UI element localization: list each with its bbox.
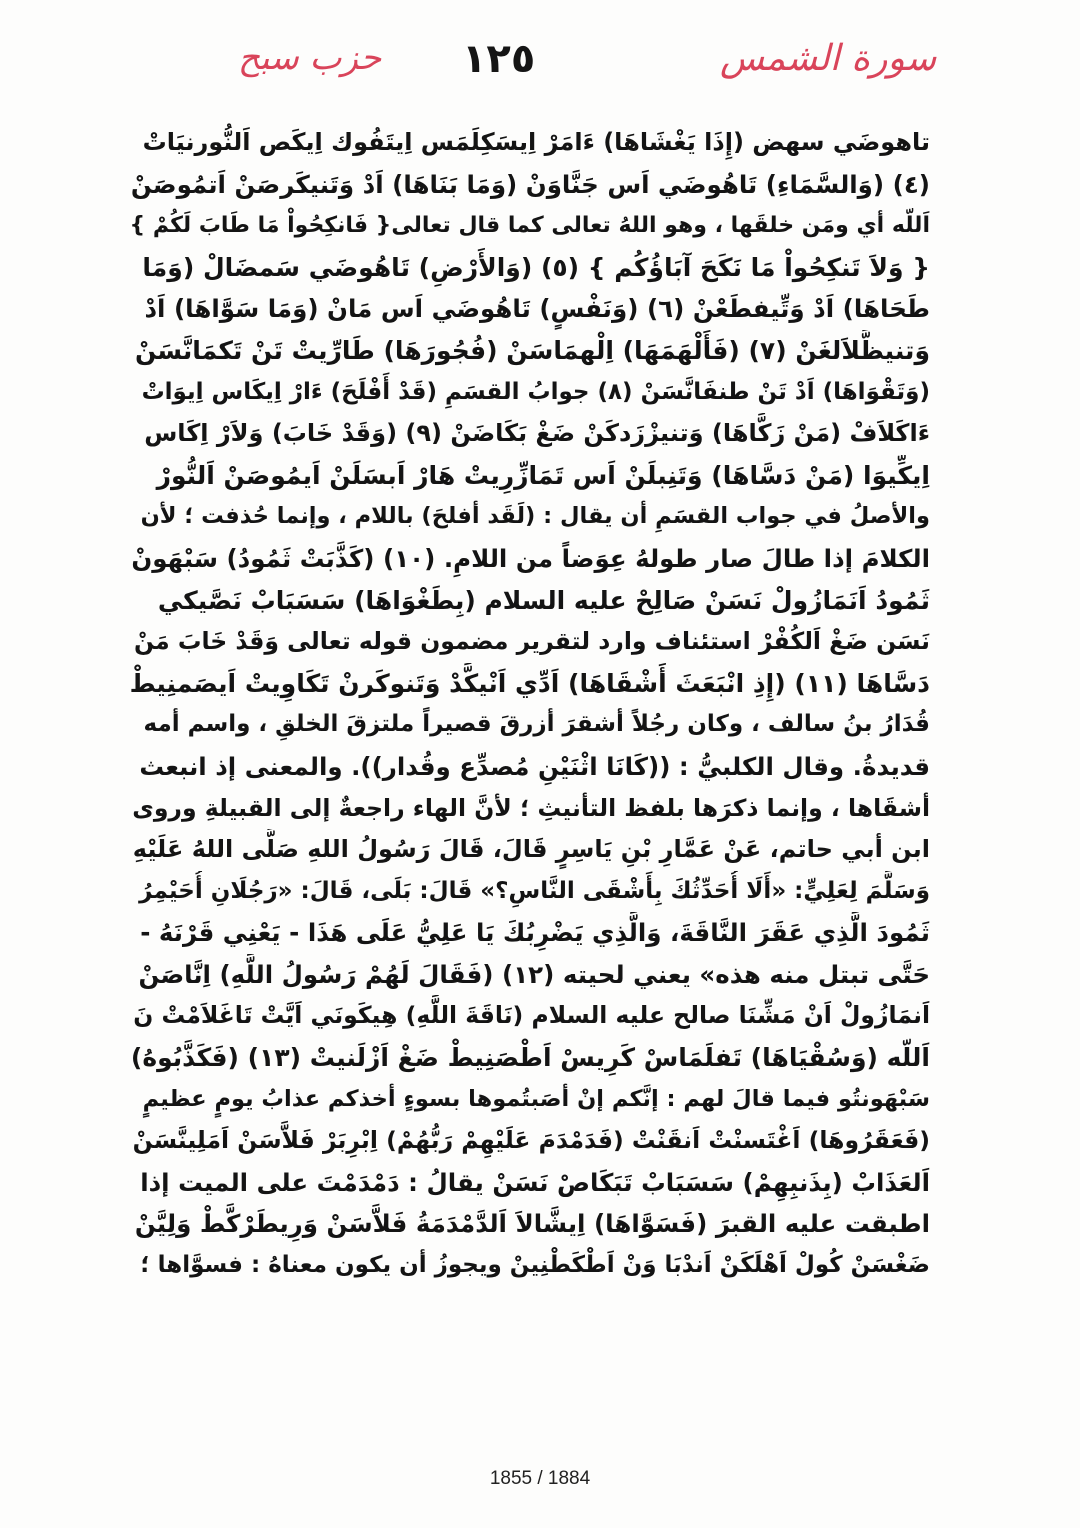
text-line: دَسَّاهَا (١١) (إِذِ انْبَعَثَ أَشْقَاهَا) اَدِّي اَنْيكَّدْ وَتَنوكَرنْ تَكَاوِيتْ اَيصَمنِيطْ xyxy=(130,668,930,698)
page-counter: 1855 / 1884 xyxy=(489,1468,591,1489)
text-line: ثَمُودَ الَّذِي عَقَرَ النَّاقَةَ، وَالَّذِي يَضْرِبُكَ يَا عَلِيُّ عَلَى هَذَا - يَعْنِي قَرْنَهُ - xyxy=(140,918,930,948)
text-line: اطبقت عليه القبرَ (فَسَوَّاهَا) اِيشَّالاَ اَلدَّمْدَمَةُ فَلاَّسَنْ وَرِيطَرْكَّطْ وَلِيَّنْ xyxy=(134,1209,930,1239)
text-line: (وَتَقْوَاهَا) اَدْ تَنْ طنفَانَّسَنْ (٨) جوابُ القسَمِ (قَدْ أَفْلَحَ) ءَارْ اِيكَاس اِيوَاتْ xyxy=(141,378,930,405)
text-line: اَللّه أي ومَن خلقَها ، وهو اللهُ تعالى كما قال تعالى{ فَانكِحُواْ مَا طَابَ لَكُمْ } xyxy=(130,213,930,239)
text-line: تاهوضَي سهض (إِذَا يَغْشَاهَا) ءَامَرْ اِيسَكِلَمَس اِيتَفُوك اِيكَص اَلنُّورنيَاتْ xyxy=(142,128,930,156)
text-line: { وَلاَ تَنكِحُواْ مَا نَكَحَ آبَاؤُكُم } (٥) (وَالأَرْضِ) تَاهُوضَي سَمضَالْ (وَمَا xyxy=(142,252,930,282)
text-line: قُدَارُ بنُ سالف ، وكان رجُلاً أشقرَ أزرقَ قصيراً ملتزقَ الخلقِ ، واسم أمه xyxy=(143,711,930,738)
text-line: أشقَاها ، وإنما ذكرَها بلفظ التأنيثِ ؛ لأنَّ الهاء راجعةٌ إلى القبيلةِ وروى xyxy=(132,793,930,822)
text-line: ابن أبي حاتم، عَنْ عَمَّارِ بْنِ يَاسِرٍ قَالَ، قَالَ رَسُولُ اللهِ صَلَّى اللهُ عَلَيْهِ xyxy=(132,835,930,864)
surah-handwritten-title: سورة الشمس xyxy=(720,38,937,79)
hizb-handwritten-note: حزب سبح xyxy=(238,38,382,78)
text-line: اَللّه (وَسُقْيَاهَا) تَفلَمَاسْ كَرِيسْ اَطْصَنِيطْ ضَغْ اَزْلَنيتْ (١٣) (فَكَذَّبُوهُ) xyxy=(130,1043,930,1073)
text-line: حَتَّى تبتل منه هذه» يعني لحيته (١٢) (فَقَالَ لَهُمْ رَسُولُ اللَّهِ) اِنَّاصَنْ xyxy=(138,959,930,989)
page-header xyxy=(0,30,1080,100)
text-line: قديدةُ. وقال الكلبيُّ : ((كَانَا اثْنَيْنِ مُصدِّع وقُدار)). والمعنى إذ انبعث xyxy=(139,751,930,781)
text-line: اِيكِّيوَا (مَنْ دَسَّاهَا) وَتَنِبلَنْ اَس تَمَازِّرِيتْ هَارْ اَبسَلَنْ اَيمُوصَنْ اَلنُّورْ xyxy=(156,460,930,490)
text-line: اَلعَذَابْ (بِذَنبِهِمْ) سَسَبَابْ تَبَكَاصْ نَسَنْ يقالُ : دَمْدَمْتَ على الميت إذا xyxy=(140,1167,930,1197)
text-line: ثَمُودُ اَنَمَازُولْ نَسَنْ صَالِحْ عليه السلام (بِطَغْوَاهَا) سَسَبَابْ نَصَّيكي xyxy=(157,585,930,615)
text-line: ضَغْسَنْ كُولْ اَهْلَكَنْ اَندْبَا وَنْ اَطْكَطْنِينْ ويجوزُ أن يكون معناهُ : فسوَّاها ؛ xyxy=(140,1252,930,1279)
text-line: طَحَاهَا) اَدْ وَتِّيفطَعْنْ (٦) (وَنَفْسٍ) تَاهُوضَي اَس مَانْ (وَمَا سَوَّاهَا) اَدْ xyxy=(144,294,930,324)
text-line: الكلامَ إذا طالَ صار طولهُ عِوَضاً من اللامِ. (١٠) (كَذَّبَتْ ثَمُودُ) سَبْهَونْ xyxy=(131,543,930,573)
text-line: سَبْهَونتُو فيما قالَ لهم : إنَّكم إنْ أصَبتُموها بسوءٍ أخذكم عذابُ يومٍ عظيمٍ xyxy=(142,1085,930,1112)
text-line: نَسَن ضَغْ اَلكُفْرْ استئناف وارد لتقرير مضمون قوله تعالى وَقَدْ خَابَ مَنْ xyxy=(133,627,930,656)
text-line: وَسَلَّمَ لِعَلِيٍّ: «أَلَا أُحَدِّثُكَ بِأَشْقَى النَّاسِ؟» قَالَ: بَلَى، قَالَ: «رَجُلَانِ أُحَيْمِرُ xyxy=(139,877,930,904)
body-text xyxy=(130,122,930,1287)
text-line: والأصلُ في جواب القسَمِ أن يقال : (لَقَد أفلحَ) باللام ، وإنما حُذفت ؛ لأن xyxy=(140,503,930,530)
text-line: (٤) (وَالسَّمَاءِ) تَاهُوضَي اَس جَنَّاوَنْ (وَمَا بَنَاهَا) اَدْ وَتَنيكَرصَنْ اَتمُوصَنْ xyxy=(130,169,930,199)
page-number: ١٢٥ xyxy=(462,36,536,82)
text-line: ءَاكَلاَفْ (مَنْ زَكَّاهَا) وَتنيزْزَدكَنْ ضَغْ بَكَاضَنْ (٩) (وَقَدْ خَابَ) وَلاَرْ اِكَاس xyxy=(144,419,930,448)
text-line: (فَعَقَرُوهَا) اَغْتَسنْتْ اَنقَنْتْ (فَدَمْدَمَ عَلَيْهِمْ رَبُّهُمْ) اِبْرِبَرْ فَلاَّسَنْ اَمَلِينَّسَنْ xyxy=(132,1126,930,1155)
text-line: وَتنيظَّلاَلغَنْ (٧) (فَأَلْهَمَهَا) اِلْهمَاسَنْ (فُجُورَهَا) طَارِّيتْ تَنْ تَكمَانَّسَنْ xyxy=(134,335,930,365)
text-line: اَنمَازُولْ اَنْ مَشِّنَا صالح عليه السلام (نَاقَةَ اللَّهِ) هِيكَونَي اَيَّتْ تَاغَلاَمْتْ نَ xyxy=(133,1001,930,1030)
